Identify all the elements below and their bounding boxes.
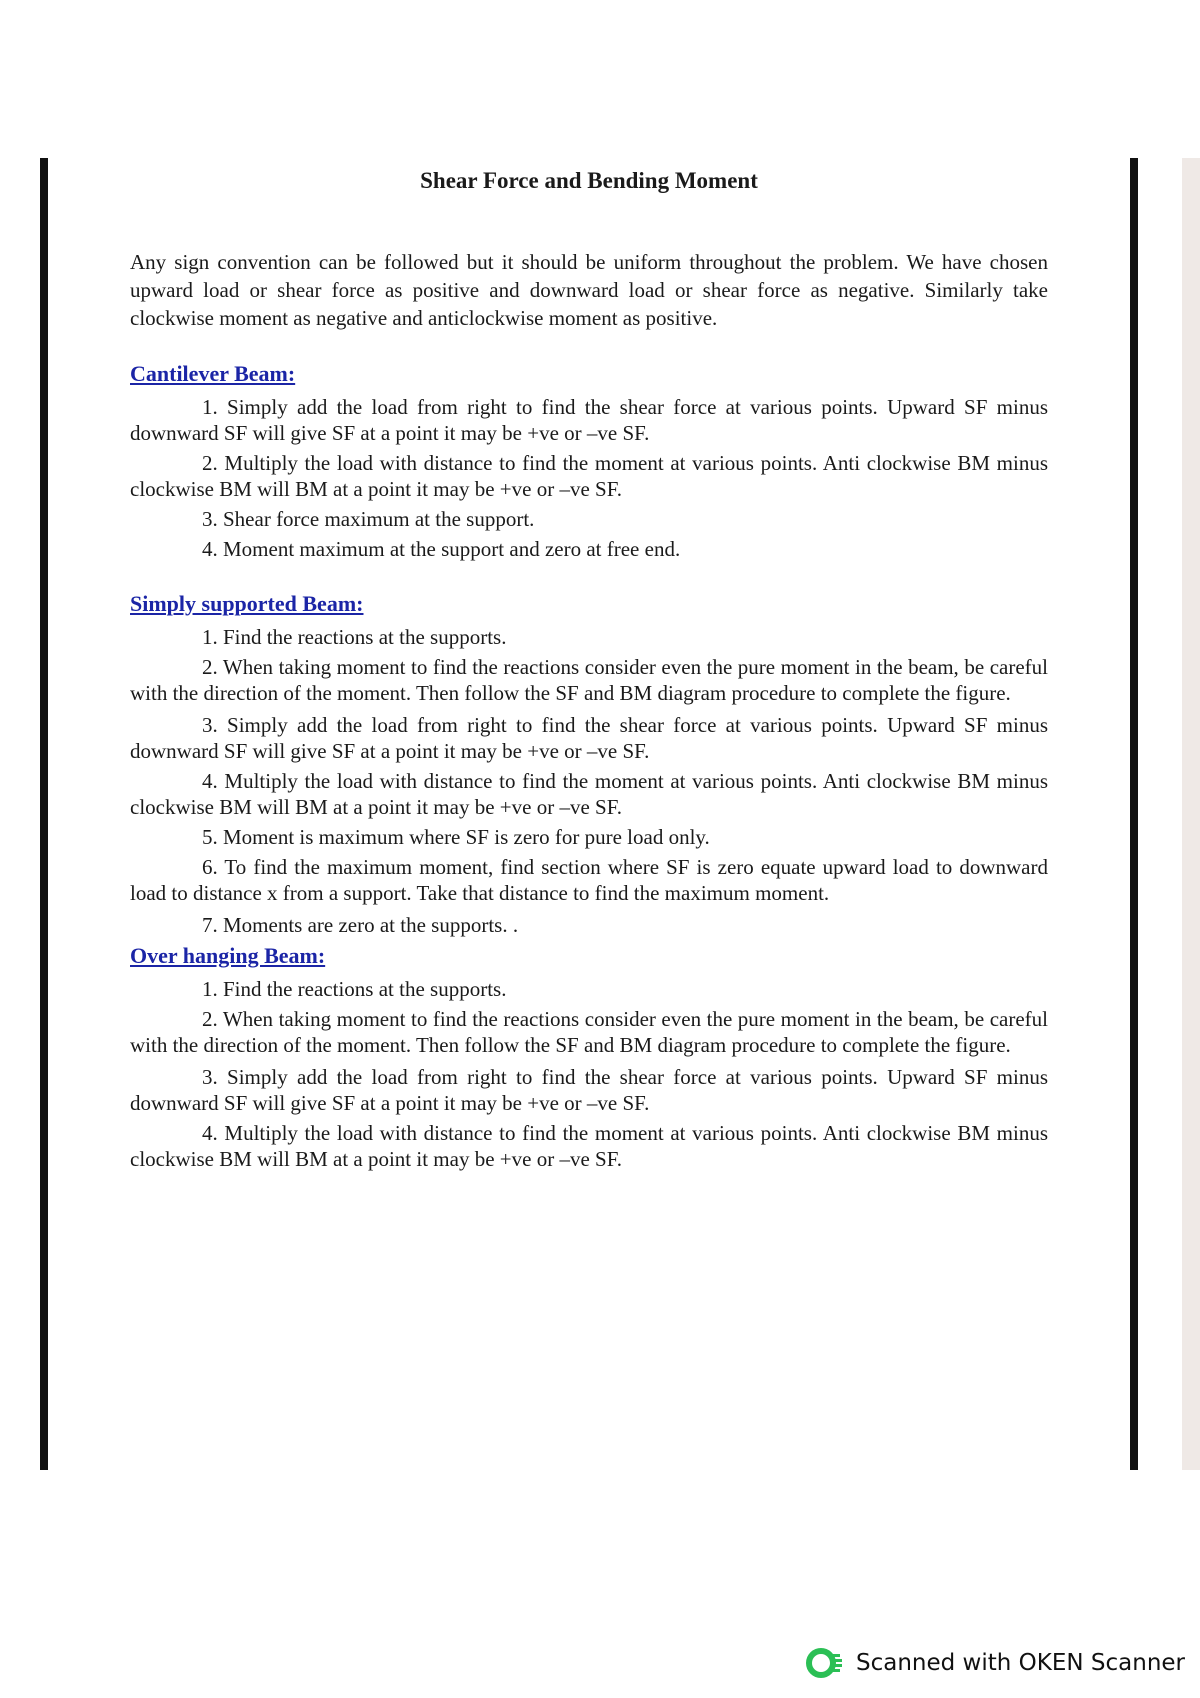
section-cantilever-beam	[130, 360, 1048, 562]
watermark-text: Scanned with OKEN Scanner	[856, 1650, 1185, 1676]
list-item: 2. When taking moment to find the reactions consider even the pure moment in the beam, be careful with the direction of the moment. Then follow the SF and BM diagram procedure to complete the figure.	[130, 1007, 1048, 1057]
list-item: 2. When taking moment to find the reactions consider even the pure moment in the beam, be careful with the direction of the moment. Then follow the SF and BM diagram procedure to complete the figure.	[130, 655, 1048, 705]
section-heading: Over hanging Beam:	[130, 943, 326, 968]
list-item: 3. Simply add the load from right to find the shear force at various points. Upward SF minus downward SF will give SF at a point it may be +ve or –ve SF.	[130, 713, 1048, 763]
list-item: 7. Moments are zero at the supports. .	[202, 913, 519, 937]
intro-paragraph: Any sign convention can be followed but it should be uniform throughout the problem. We have chosen upward load or shear force as positive and downward load or shear force as negative. Similarly take clockwise moment as negative and anticlockwise moment as positive.	[130, 250, 1048, 330]
section-heading: Simply supported Beam:	[130, 591, 364, 616]
list-item: 1. Find the reactions at the supports.	[202, 625, 507, 649]
list-item: 1. Find the reactions at the supports.	[202, 977, 507, 1001]
list-item: 3. Simply add the load from right to find the shear force at various points. Upward SF minus downward SF will give SF at a point it may be +ve or –ve SF.	[130, 1065, 1048, 1115]
list-item: 4. Multiply the load with distance to find the moment at various points. Anti clockwise BM minus clockwise BM will BM at a point it may be +ve or –ve SF.	[130, 769, 1048, 819]
right-page-border	[1130, 158, 1138, 1470]
scanner-watermark	[806, 1645, 1185, 1681]
list-item: 2. Multiply the load with distance to find the moment at various points. Anti clockwise BM minus clockwise BM will BM at a point it may be +ve or –ve SF.	[130, 451, 1048, 501]
document-title: Shear Force and Bending Moment	[420, 168, 758, 193]
list-item: 6. To find the maximum moment, find section where SF is zero equate upward load to downward load to distance x from a support. Take that distance to find the maximum moment.	[130, 855, 1048, 905]
section-simply-supported-beam	[130, 590, 1048, 938]
page-edge-shadow	[1182, 158, 1200, 1470]
list-item: 3. Shear force maximum at the support.	[202, 507, 535, 531]
list-item: 1. Simply add the load from right to find the shear force at various points. Upward SF minus downward SF will give SF at a point it may be +ve or –ve SF.	[130, 395, 1048, 445]
oken-scanner-logo-icon	[806, 1646, 844, 1680]
left-page-border	[40, 158, 48, 1470]
list-item: 4. Moment maximum at the support and zero at free end.	[202, 537, 681, 561]
document-content	[130, 160, 1048, 1176]
list-item: 4. Multiply the load with distance to find the moment at various points. Anti clockwise BM minus clockwise BM will BM at a point it may be +ve or –ve SF.	[130, 1121, 1048, 1171]
list-item: 5. Moment is maximum where SF is zero for pure load only.	[202, 825, 710, 849]
section-heading: Cantilever Beam:	[130, 361, 296, 386]
section-over-hanging-beam	[130, 942, 1048, 1172]
